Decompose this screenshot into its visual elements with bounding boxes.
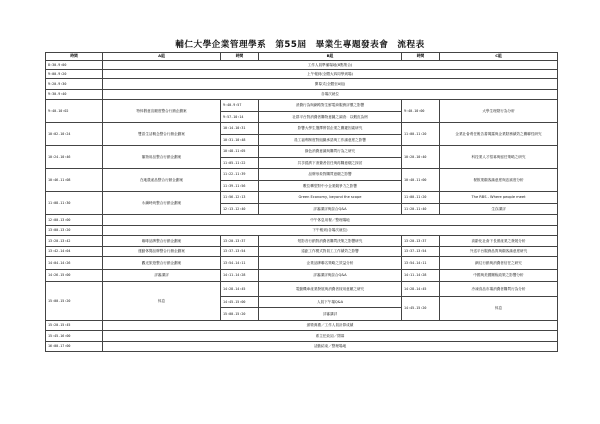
table-row (46, 146, 558, 158)
group-b-cell: 評審講評與綜合Q&A (259, 203, 402, 215)
group-a-cell: 特休假意宣願度整合行銷企劃案 (103, 100, 221, 123)
table-row (46, 331, 558, 342)
group-c-time: 13:54-14:11 (402, 257, 440, 270)
time-cell: 12:00-13:00 (46, 215, 103, 226)
group-b-cell: 消費行為與網路對生鮮電商服務評價之影響 (259, 100, 402, 112)
group-c-time: 13:37-13:54 (402, 246, 440, 257)
group-a-cell: 在地農產品整合行銷企劃案 (103, 169, 221, 192)
header-group-a: A組 (103, 53, 221, 61)
group-b-cell: 短影音行銷對消費者購買決策之影響研究 (259, 236, 402, 247)
group-b-time: 11:39-11:56 (221, 180, 259, 192)
group-c-time: 13:20-13:37 (402, 236, 440, 247)
group-b-time: 11:05-11:22 (221, 157, 259, 169)
group-a-cell: 永續時尚整合行銷企劃案 (103, 192, 221, 215)
group-c-time: 11:20-11:40 (402, 203, 440, 215)
group-c-cell: 中國與美國關稅政策之影響分析 (440, 269, 558, 282)
time-cell: 9:20-9:30 (46, 79, 103, 90)
group-c-cell: 網紅行銷與消費者信任之研究 (440, 257, 558, 270)
plenary-cell: 系主任致詞／閉幕 (103, 331, 558, 342)
table-row (46, 61, 558, 70)
group-b-time: 11:22-11:39 (221, 169, 259, 181)
group-b-cell: 社群平台對消費者購物意圖之調查：以蝦皮為例 (259, 111, 402, 123)
plenary-cell: 工作人員準備場地(8點集合) (103, 61, 558, 70)
group-a-cell: 雙語生活概念整合行銷企劃案 (103, 123, 221, 146)
header-time: 時間 (46, 53, 103, 61)
table-row (46, 320, 558, 331)
group-c-time: 11:00-11:20 (402, 123, 440, 146)
table-row (46, 79, 558, 90)
plenary-cell: 中午休息用餐／整理場地 (103, 215, 558, 226)
group-b-time: 14:11-14:28 (221, 269, 259, 282)
plenary-cell: 頒獎典禮／工作人員計算成績 (103, 320, 558, 331)
header-time-a: 時間 (221, 53, 259, 61)
group-b-time: 14:28-14:45 (221, 282, 259, 297)
group-b-cell: Green Economy, beyond the scope (259, 192, 402, 204)
time-cell: 13:00-13:20 (46, 225, 103, 236)
group-b-time: 13:37-13:54 (221, 246, 259, 257)
header-row (46, 53, 558, 61)
time-cell: 9:30-9:40 (46, 89, 103, 100)
group-c-time: 10:40-11:00 (402, 169, 440, 192)
group-b-time: 13:20-13:37 (221, 236, 259, 247)
group-b-time: 10:48-11:05 (221, 146, 259, 158)
group-b-cell: 影響大學生選擇實習企業之關鍵因素研究 (259, 123, 402, 135)
group-b-time: 15:00-15:20 (221, 308, 259, 321)
table-row (46, 269, 558, 282)
table-row (46, 282, 558, 297)
group-b-cell: 評審講評與綜合Q&A (259, 269, 402, 282)
group-b-cell: 評審講評 (259, 308, 402, 321)
group-c-cell: 高齡化社會下長照產業之發展分析 (440, 236, 558, 247)
group-c-time: 14:11-14:28 (402, 269, 440, 282)
group-a-cell: 寵物用品整合行銷企劃案 (103, 146, 221, 169)
group-c-cell: 科技業人才招募與留任策略之研究 (440, 146, 558, 169)
group-c-cell: 大學生理財行為分析 (440, 100, 558, 123)
group-c-cell: 外送平台服務品質與顧客滿意度研究 (440, 246, 558, 257)
plenary-cell: 開幕式(全體至A組) (103, 79, 558, 90)
group-c-time: 10:20-10:40 (402, 146, 440, 169)
group-b-cell: 員工福利制度對組織承諾與工作滿意度之影響 (259, 134, 402, 146)
group-b-cell: 綠色消費意識與購買行為之研究 (259, 146, 402, 158)
table-row (46, 89, 558, 100)
table-row (46, 225, 558, 236)
group-c-cell: 冷凍食品市場消費者購買行為分析 (440, 282, 558, 297)
group-b-time: 11:56-12:13 (221, 192, 259, 204)
table-row (46, 100, 558, 112)
time-cell: 13:20-13:42 (46, 236, 103, 247)
time-cell: 15:00-15:20 (46, 282, 103, 321)
group-c-time: 9:40-10:00 (402, 100, 440, 123)
time-cell: 14:26-15:00 (46, 269, 103, 282)
plenary-cell: 上午報到(全體大四同學到場) (103, 70, 558, 79)
plenary-cell: 活動結束／整理場地 (103, 341, 558, 352)
table-row (46, 123, 558, 135)
group-c-cell: 企業社會責任報告書揭露與企業財務績效之關聯性研究 (440, 123, 558, 146)
time-cell: 9:40-10:02 (46, 100, 103, 123)
group-b-cell: 數位轉型對中小企業競爭力之影響 (259, 180, 402, 192)
time-cell: 15:20-15:45 (46, 320, 103, 331)
plenary-cell: 各場次就位 (103, 89, 558, 100)
group-a-cell: 評審講評 (103, 269, 221, 282)
time-cell: 13:42-14:04 (46, 246, 103, 257)
table-row (46, 341, 558, 352)
group-b-cell: 人員下午場Q&A (259, 296, 402, 308)
page-title: 輔仁大學企業管理學系 第55屆 畢業生專題發表會 流程表 (175, 40, 425, 50)
group-c-cell: 餐飲業顧客滿意度與忠誠度分析 (440, 169, 558, 192)
group-a-cell: 咖啡品牌整合行銷企劃案 (103, 236, 221, 247)
group-b-time: 9:40-9:57 (221, 100, 259, 112)
group-b-time: 10:14-10:31 (221, 123, 259, 135)
time-cell: 16:00-17:00 (46, 341, 103, 352)
time-cell: 15:45-16:00 (46, 331, 103, 342)
header-group-b: B組 (259, 53, 402, 61)
header-group-c: C組 (440, 53, 558, 61)
table-row (46, 192, 558, 204)
time-cell: 10:46-11:08 (46, 169, 103, 192)
group-c-cell: The RBS - Where people meet (440, 192, 558, 204)
table-row (46, 215, 558, 226)
group-b-time: 12:13-12:40 (221, 203, 259, 215)
group-c-time: 14:45-15:20 (402, 296, 440, 320)
group-a-cell: 觀光旅遊整合行銷企劃案 (103, 257, 221, 270)
group-b-cell: 遠距工作模式對員工工作績效之影響 (259, 246, 402, 257)
time-cell: 10:24-10:46 (46, 146, 103, 169)
time-cell: 14:04-14:26 (46, 257, 103, 270)
group-c-time: 14:28-14:45 (402, 282, 440, 297)
group-b-cell: 共享經濟下消費者信任與再購意願之探討 (259, 157, 402, 169)
time-cell: 11:08-11:30 (46, 192, 103, 215)
table-row (46, 236, 558, 247)
group-b-time: 14:45-15:00 (221, 296, 259, 308)
table-row (46, 169, 558, 181)
group-b-time: 13:54-14:11 (221, 257, 259, 270)
group-b-cell: 企業品牌聯名策略之效益分析 (259, 257, 402, 270)
group-a-cell: 休息 (103, 282, 221, 321)
group-a-cell: 運動休閒品牌整合行銷企劃案 (103, 246, 221, 257)
time-cell: 10:02-10:24 (46, 123, 103, 146)
group-c-cell: 休息 (440, 296, 558, 320)
table-row (46, 257, 558, 270)
table-row (46, 246, 558, 257)
schedule-table (45, 52, 558, 352)
group-b-cell: 品牌形象對購買意願之影響 (259, 169, 402, 181)
group-c-cell: 生存講評 (440, 203, 558, 215)
group-c-time: 11:00-11:20 (402, 192, 440, 204)
group-b-cell: 電動機車產業發展與消費者採用意願之研究 (259, 282, 402, 297)
time-cell: 8:30-9:00 (46, 61, 103, 70)
group-b-time: 10:31-10:48 (221, 134, 259, 146)
group-b-time: 9:57-10:14 (221, 111, 259, 123)
time-cell: 9:00-9:20 (46, 70, 103, 79)
table-row (46, 70, 558, 79)
plenary-cell: 下午報到(各場次就位) (103, 225, 558, 236)
header-time-b: 時間 (402, 53, 440, 61)
